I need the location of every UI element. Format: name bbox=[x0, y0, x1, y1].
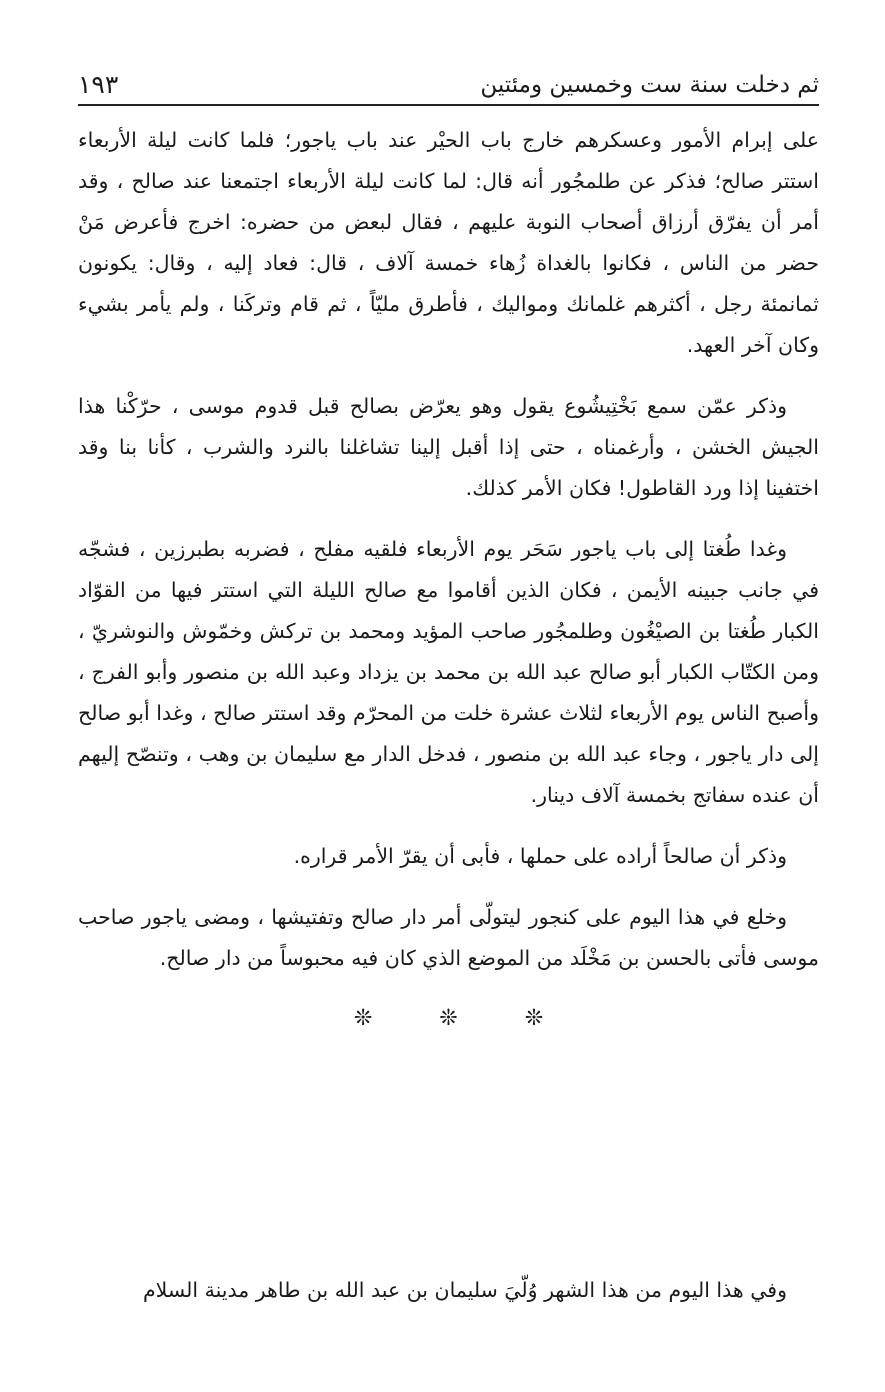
running-title: ثم دخلت سنة ست وخمسين ومئتين bbox=[480, 72, 819, 98]
header-rule bbox=[78, 104, 819, 106]
paragraph-gap bbox=[78, 877, 819, 897]
paragraph-2: وذكر عمّن سمع بَخْتِيشُوع يقول وهو يعرّض بصالح قبل قدوم موسى ، حرّكْنا هذا الجيش الخشن ، وأرغمناه ، حتى إذا أقبل إلينا تشاغلنا بالنرد والشرب ، كأنا بنا وقد اختفينا إذا ورد القاطول! فكان الأمر كذلك. bbox=[78, 394, 819, 500]
paragraph-gap bbox=[78, 509, 819, 529]
paragraph-4: وذكر أن صالحاً أراده على حملها ، فأبى أن يقرّ الأمر قراره. bbox=[293, 844, 787, 868]
paragraph-gap bbox=[78, 366, 819, 386]
paragraph-6: وفي هذا اليوم من هذا الشهر وُلّيَ سليمان بن عبد الله بن طاهر مدينة السلام bbox=[142, 1278, 787, 1302]
section-divider: ❊ ❊ ❊ bbox=[353, 1006, 574, 1031]
page-number: ١٩٣ bbox=[78, 70, 119, 99]
paragraph-1: على إبرام الأمور وعسكرهم خارج باب الحيْر عند باب ياجور؛ فلما كانت ليلة الأربعاء استتر صالح؛ فذكر عن طلمجُور أنه قال: لما كانت ليلة الأربعاء اجتمعنا عند صالح ، وقد أمر أن يفرّق أرزاق أصحاب النوبة عليهم ، فقال لبعض من حضره: اخرج فأعرض مَنْ حضر من الناس ، فكانوا بالغداة زُهاء خمسة آلاف ، قال: فعاد إليه ، وقال: يكونون ثمانمئة رجل ، أكثرهم غلمانك ومواليك ، فأطرق مليّاً ، ثم قام وتركَنا ، ولم يأمر بشيء وكان آخر العهد. bbox=[78, 128, 819, 357]
paragraph-gap bbox=[78, 979, 819, 999]
paragraph-3: وغدا طُغتا إلى باب ياجور سَحَر يوم الأربعاء فلقيه مفلح ، فضربه بطبرزين ، فشجّه في جانب جبينه الأيمن ، فكان الذين أقاموا مع صالح الليلة التي استتر فيها من القوّاد الكبار طُغتا بن الصيْغُون وطلمجُور صاحب المؤيد ومحمد بن تركش وخمّوش والنوشريّ ، ومن الكتّاب الكبار أبو صالح عبد الله بن محمد بن يزداد وعبد الله بن منصور وأبو الفرج ، وأصبح الناس يوم الأربعاء لثلاث عشرة خلت من المحرّم وقد استتر صالح ، وغدا أبو صالح إلى دار ياجور ، وجاء عبد الله بن منصور ، فدخل الدار مع سليمان بن وهب ، وتنصّح إليهم أن عنده سفاتج بخمسة آلاف دينار. bbox=[78, 537, 819, 807]
page-header bbox=[78, 56, 819, 100]
paragraph-gap bbox=[78, 816, 819, 836]
paragraph-5: وخلع في هذا اليوم على كنجور ليتولّى أمر دار صالح وتفتيشها ، ومضى ياجور صاحب موسى فأتى بالحسن بن مَخْلَد من الموضع الذي كان فيه محبوساً من دار صالح. bbox=[78, 905, 819, 970]
body-text bbox=[78, 120, 819, 1039]
